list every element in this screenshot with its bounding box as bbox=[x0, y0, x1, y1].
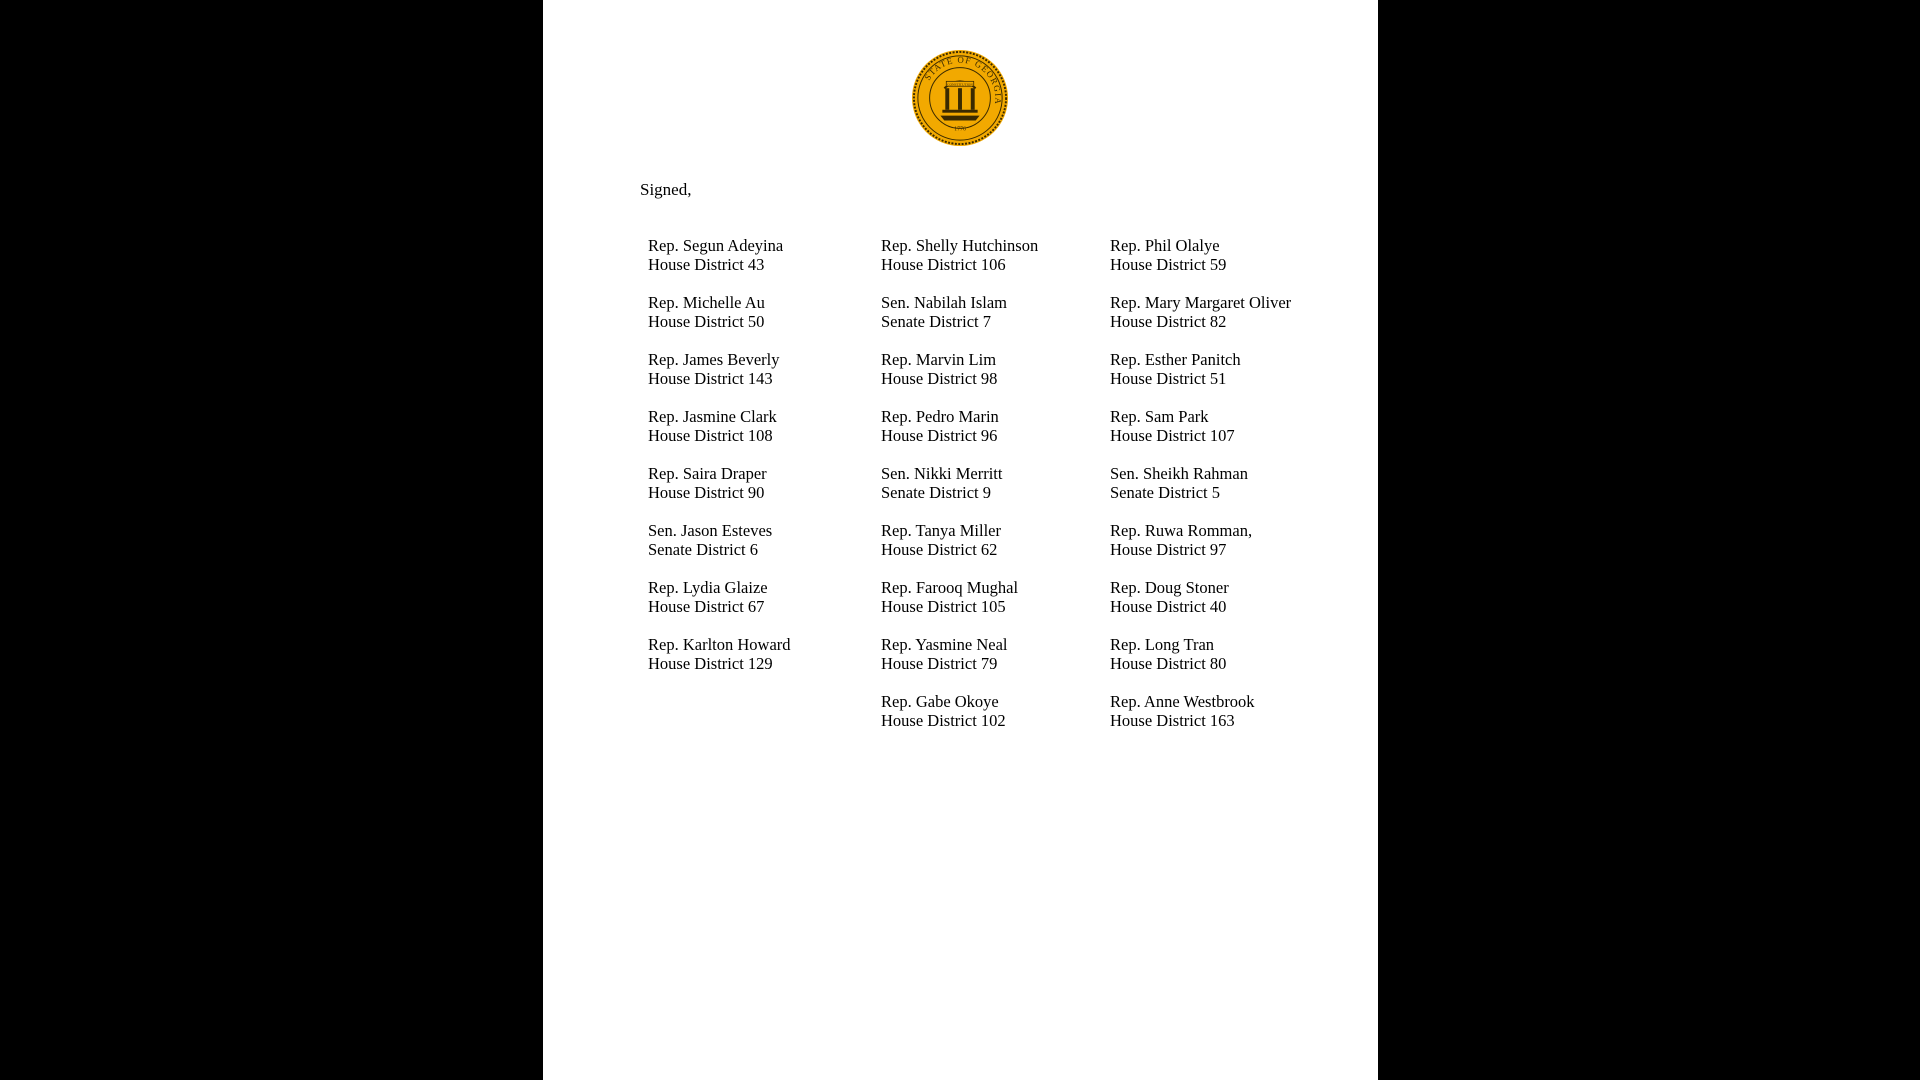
svg-text:1776: 1776 bbox=[954, 126, 966, 133]
signer-entry bbox=[881, 635, 1038, 692]
signer-district: House District 108 bbox=[648, 426, 773, 445]
signer-entry bbox=[648, 407, 791, 464]
signer-district: House District 62 bbox=[881, 540, 998, 559]
signer-district: House District 80 bbox=[1110, 654, 1227, 673]
signer-district: House District 102 bbox=[881, 711, 1006, 730]
signer-entry bbox=[881, 407, 1038, 464]
svg-text:CONSTITUTION: CONSTITUTION bbox=[947, 82, 973, 87]
signer-district: House District 59 bbox=[1110, 255, 1227, 274]
signer-entry bbox=[1110, 578, 1291, 635]
signer-district: House District 96 bbox=[881, 426, 998, 445]
signer-entry bbox=[1110, 407, 1291, 464]
letter-page bbox=[543, 0, 1378, 1080]
signer-district: House District 40 bbox=[1110, 597, 1227, 616]
signer-entry bbox=[648, 635, 791, 692]
signer-district: House District 107 bbox=[1110, 426, 1235, 445]
signer-entry bbox=[648, 578, 791, 635]
signer-name: Rep. Yasmine Neal bbox=[881, 635, 1008, 654]
signer-name: Rep. Marvin Lim bbox=[881, 350, 997, 369]
signer-district: House District 67 bbox=[648, 597, 765, 616]
signer-entry bbox=[648, 236, 791, 293]
signer-name: Rep. Michelle Au bbox=[648, 293, 765, 312]
signer-district: House District 90 bbox=[648, 483, 765, 502]
signer-district: House District 51 bbox=[1110, 369, 1227, 388]
signer-name: Rep. Segun Adeyina bbox=[648, 236, 784, 255]
svg-text:STATE OF GEORGIA: STATE OF GEORGIA bbox=[922, 54, 1004, 106]
signer-name: Rep. Tanya Miller bbox=[881, 521, 1001, 540]
signer-district: House District 163 bbox=[1110, 711, 1235, 730]
signer-entry bbox=[648, 521, 791, 578]
signer-district: Senate District 5 bbox=[1110, 483, 1220, 502]
signed-label: Signed, bbox=[640, 180, 692, 199]
signer-district: House District 143 bbox=[648, 369, 773, 388]
signer-district: House District 106 bbox=[881, 255, 1006, 274]
signer-name: Rep. Doug Stoner bbox=[1110, 578, 1229, 597]
signer-district: House District 43 bbox=[648, 255, 765, 274]
signer-entry bbox=[648, 350, 791, 407]
signers-column-1 bbox=[648, 236, 791, 692]
signer-name: Sen. Nabilah Islam bbox=[881, 293, 1008, 312]
signer-entry bbox=[648, 293, 791, 350]
signer-entry bbox=[881, 236, 1038, 293]
signer-district: Senate District 7 bbox=[881, 312, 991, 331]
signer-name: Rep. Mary Margaret Oliver bbox=[1110, 293, 1292, 312]
signer-district: House District 105 bbox=[881, 597, 1006, 616]
signer-entry bbox=[1110, 293, 1291, 350]
signer-name: Rep. Farooq Mughal bbox=[881, 578, 1019, 597]
signer-entry bbox=[1110, 464, 1291, 521]
signer-entry bbox=[1110, 635, 1291, 692]
signer-district: Senate District 9 bbox=[881, 483, 991, 502]
signer-name: Sen. Nikki Merritt bbox=[881, 464, 1003, 483]
signer-entry bbox=[881, 578, 1038, 635]
signer-name: Rep. Esther Panitch bbox=[1110, 350, 1241, 369]
signer-district: House District 79 bbox=[881, 654, 998, 673]
signer-name: Rep. Sam Park bbox=[1110, 407, 1209, 426]
signer-entry bbox=[1110, 350, 1291, 407]
signer-name: Sen. Jason Esteves bbox=[648, 521, 773, 540]
signer-district: House District 129 bbox=[648, 654, 773, 673]
signer-entry bbox=[881, 350, 1038, 407]
signer-name: Rep. James Beverly bbox=[648, 350, 780, 369]
signer-name: Rep. Gabe Okoye bbox=[881, 692, 999, 711]
signer-entry bbox=[881, 293, 1038, 350]
signer-entry bbox=[1110, 236, 1291, 293]
signer-entry bbox=[1110, 521, 1291, 578]
signer-name: Sen. Sheikh Rahman bbox=[1110, 464, 1248, 483]
signer-name: Rep. Long Tran bbox=[1110, 635, 1215, 654]
signers-column-2 bbox=[881, 236, 1038, 749]
signer-name: Rep. Karlton Howard bbox=[648, 635, 791, 654]
signer-name: Rep. Jasmine Clark bbox=[648, 407, 777, 426]
signer-district: House District 82 bbox=[1110, 312, 1227, 331]
signer-district: Senate District 6 bbox=[648, 540, 758, 559]
signer-entry bbox=[881, 464, 1038, 521]
state-of-georgia-seal bbox=[911, 49, 1009, 147]
signer-entry bbox=[881, 521, 1038, 578]
signer-district: House District 98 bbox=[881, 369, 998, 388]
signer-district: House District 97 bbox=[1110, 540, 1227, 559]
signers-column-3 bbox=[1110, 236, 1291, 749]
signer-name: Rep. Anne Westbrook bbox=[1110, 692, 1255, 711]
signer-name: Rep. Pedro Marin bbox=[881, 407, 999, 426]
signer-name: Rep. Phil Olalye bbox=[1110, 236, 1220, 255]
signer-district: House District 50 bbox=[648, 312, 765, 331]
signer-entry bbox=[648, 464, 791, 521]
signer-entry bbox=[881, 692, 1038, 749]
signer-name: Rep. Shelly Hutchinson bbox=[881, 236, 1039, 255]
signer-name: Rep. Saira Draper bbox=[648, 464, 767, 483]
signer-name: Rep. Ruwa Romman, bbox=[1110, 521, 1253, 540]
signer-entry bbox=[1110, 692, 1291, 749]
signer-name: Rep. Lydia Glaize bbox=[648, 578, 768, 597]
